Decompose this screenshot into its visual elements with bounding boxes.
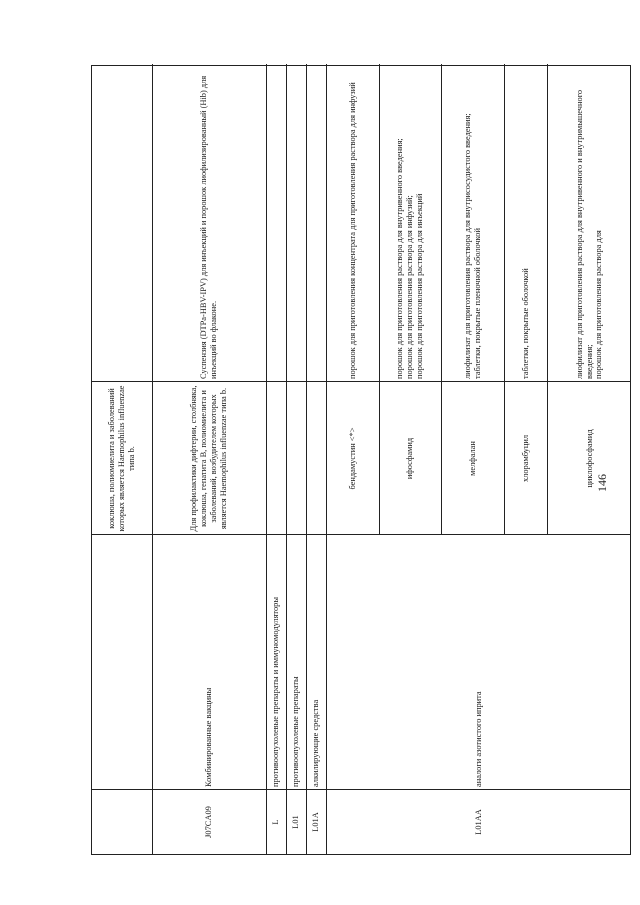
inn-cell: коклюша, полиомиелита и заболеваний которых является Haemophilus influenzae типа b. — [107, 385, 136, 532]
inn-cell: ифосфамид — [405, 437, 415, 480]
atc-code-cell: J07CA09 — [204, 806, 214, 838]
group-cell: противоопухолевые препараты — [291, 676, 301, 787]
form-cell: порошок для приготовления концентрата для приготовления раствора для инфузий — [347, 82, 357, 379]
form-cell: Суспензия (DTPa-HBV-IPV) для инъекций и порошок лиофилизированный (Hib) для инъекций во флаконе. — [199, 75, 218, 379]
atc-code-cell: L01A — [311, 812, 321, 832]
page-number: 146 — [595, 474, 609, 492]
inn-cell: Для профилактики дифтерии, столбняка, коклюша, гепатита B, полиомиелита и заболеваний, возбудителем которых является Haemophilus influenzae типа b. — [189, 385, 228, 532]
form-cell: лиофилизат для приготовления раствора для внутрисосудистого введения; таблетки, покрытые пленочной оболочкой — [462, 113, 482, 379]
atc-code-cell: L — [271, 819, 281, 825]
form-cell: порошок для приготовления раствора для внутривенного введения; порошок для приготовления раствора для инфузий; порошок для приготовления раствора для инъекций — [395, 138, 424, 379]
group-cell: Комбинированные вакцины — [204, 687, 214, 787]
drug-classification-table — [91, 65, 631, 855]
group-cell: противоопухолевые препараты и иммуномодуляторы — [271, 597, 281, 787]
group-cell: аналоги азотистого иприта — [474, 691, 484, 787]
group-cell: алкилирующие средства — [311, 699, 321, 787]
inn-cell: бендамустин <*> — [347, 427, 357, 490]
atc-code-cell: L01 — [291, 815, 301, 829]
atc-code-cell: L01AA — [474, 809, 484, 835]
inn-cell: хлорамбуцил — [520, 434, 530, 483]
inn-cell: мелфалан — [467, 441, 477, 476]
form-cell: таблетки, покрытые оболочкой — [520, 268, 530, 379]
form-cell: лиофилизат для приготовления раствора для внутривенного и внутримышечного введения; порошок для приготовления раствора для — [574, 89, 604, 379]
inn-cell: циклофосфамид — [584, 429, 594, 488]
rotated-table-container — [91, 65, 631, 855]
